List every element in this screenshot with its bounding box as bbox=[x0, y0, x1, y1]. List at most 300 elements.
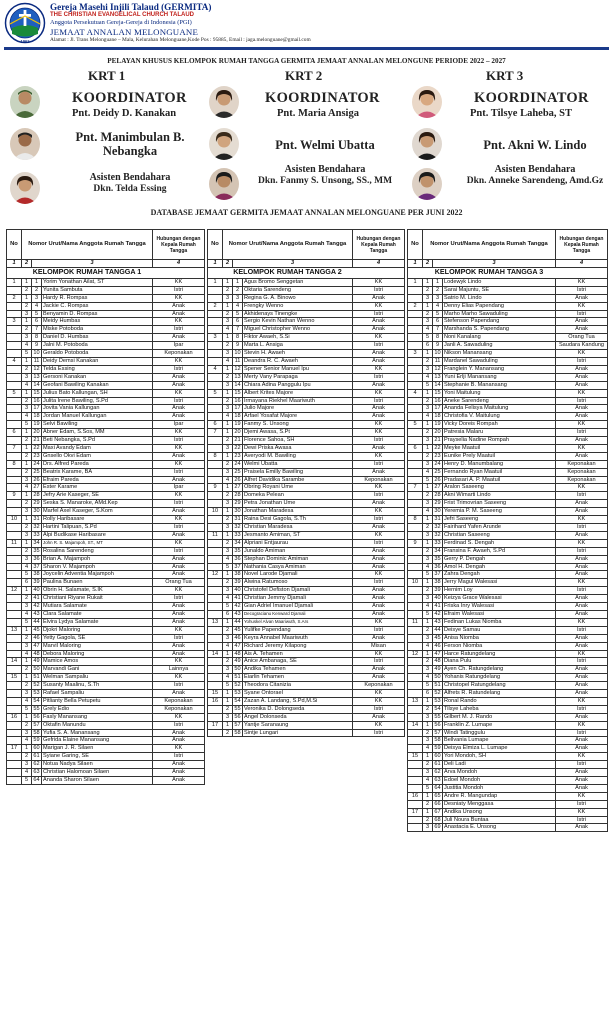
relation: KK bbox=[556, 516, 608, 524]
household-no bbox=[208, 563, 223, 571]
relation: KK bbox=[353, 278, 405, 286]
table-row bbox=[7, 444, 205, 452]
member-no: 52 bbox=[434, 690, 441, 697]
member-order: 1 bbox=[223, 618, 233, 626]
household-no bbox=[208, 342, 223, 350]
member-name: Averyodi M. Bawiling bbox=[243, 452, 353, 460]
relation: Istri bbox=[353, 492, 405, 500]
relation: Anak bbox=[556, 531, 608, 539]
table-row bbox=[408, 389, 608, 397]
member-no: 14 bbox=[434, 381, 441, 388]
member-name: Jalni M. Potoboda bbox=[42, 342, 153, 350]
member-name: Julius Bato Kallungan, SH bbox=[42, 389, 153, 397]
table-row bbox=[7, 642, 205, 650]
member-name: Anastacia E. Unsong bbox=[443, 824, 556, 832]
household-no: 15 bbox=[208, 690, 223, 698]
table-row bbox=[408, 666, 608, 674]
household-no: 17 bbox=[7, 745, 22, 753]
household-no bbox=[7, 563, 22, 571]
relation: Anak bbox=[353, 555, 405, 563]
krt-title: KRT 3 bbox=[486, 68, 524, 83]
member-no: 24 bbox=[33, 460, 40, 467]
table-row bbox=[208, 460, 405, 468]
relation: Ipar bbox=[153, 342, 205, 350]
member-name: Sintje Lungari bbox=[243, 729, 353, 737]
relation: KK bbox=[353, 697, 405, 705]
relation: KK bbox=[556, 721, 608, 729]
household-no bbox=[7, 737, 22, 745]
relation: Anak bbox=[556, 610, 608, 618]
table-row bbox=[7, 278, 205, 286]
member-name: Domeka Pelean bbox=[243, 492, 353, 500]
table-row bbox=[408, 784, 608, 792]
relation: Anak bbox=[556, 318, 608, 326]
person-photo-icon bbox=[10, 172, 40, 204]
member-order: 2 bbox=[423, 816, 433, 824]
member-order: 2 bbox=[423, 547, 433, 555]
relation: Anak bbox=[556, 373, 608, 381]
group-spacer bbox=[7, 267, 22, 278]
household-no bbox=[7, 666, 22, 674]
relation: Anak bbox=[153, 531, 205, 539]
member-no: 15 bbox=[33, 389, 40, 396]
household-no bbox=[408, 587, 423, 595]
member-no: 55 bbox=[234, 705, 241, 712]
table-row bbox=[7, 500, 205, 508]
member-order: 1 bbox=[223, 690, 233, 698]
group-title: KELOMPOK RUMAH TANGGA 1 bbox=[22, 267, 153, 278]
member-order: 5 bbox=[22, 618, 32, 626]
member-order: 3 bbox=[223, 350, 233, 358]
member-no: 32 bbox=[234, 524, 241, 530]
member-name: Ferdinad S. Dengah bbox=[443, 539, 556, 547]
member-order: 1 bbox=[22, 539, 32, 547]
member-order: 2 bbox=[22, 634, 32, 642]
table-row bbox=[208, 373, 405, 381]
member-name: Pitlianty Bella Petupetu bbox=[42, 697, 153, 705]
member-order: 1 bbox=[423, 808, 433, 816]
household-no bbox=[408, 610, 423, 618]
member-no: 16 bbox=[33, 397, 40, 404]
member-no: 7 bbox=[233, 326, 243, 334]
relation: Anak bbox=[556, 405, 608, 413]
relation: KK bbox=[153, 539, 205, 547]
member-no: 39 bbox=[234, 579, 241, 586]
relation: Anak bbox=[153, 508, 205, 516]
household-no: 13 bbox=[408, 697, 423, 705]
koordinator-label: KOORDINATOR bbox=[474, 90, 589, 106]
member-order: 4 bbox=[423, 603, 433, 611]
member-name: Nikson Manansang bbox=[443, 350, 556, 358]
member-name: Djemi Awasa, S.Pt bbox=[243, 429, 353, 437]
member-order: 4 bbox=[223, 642, 233, 650]
member-name: Christofia V. Maitulung bbox=[443, 413, 556, 421]
household-no bbox=[408, 634, 423, 642]
table-row bbox=[7, 769, 205, 777]
member-order: 1 bbox=[22, 516, 32, 524]
member-order: 1 bbox=[22, 318, 32, 326]
member-order: 2 bbox=[223, 658, 233, 666]
household-no bbox=[7, 286, 22, 294]
relation: Anak bbox=[153, 310, 205, 318]
relation: Anak bbox=[153, 302, 205, 310]
member-order: 5 bbox=[223, 603, 233, 611]
member-no: 5 bbox=[233, 310, 243, 318]
household-no bbox=[208, 666, 223, 674]
relation: Istri bbox=[153, 326, 205, 334]
table-row bbox=[408, 690, 608, 698]
member-no: 58 bbox=[434, 737, 441, 744]
member-name: Stephan Dominic Amiman bbox=[243, 555, 353, 563]
member-no: 6 bbox=[433, 318, 443, 326]
krt-table-3 bbox=[407, 229, 608, 832]
member-order: 1 bbox=[22, 626, 32, 634]
member-name: Andika Tehamen bbox=[243, 666, 353, 674]
relation: KK bbox=[353, 571, 405, 579]
member-name: Regina G. A. Binowo bbox=[243, 294, 353, 302]
member-no: 47 bbox=[33, 642, 40, 649]
household-no bbox=[7, 508, 22, 516]
member-order: 2 bbox=[223, 310, 233, 318]
relation: KK bbox=[153, 492, 205, 500]
table-row bbox=[408, 397, 608, 405]
table-row bbox=[208, 452, 405, 460]
column-number: 3 bbox=[233, 260, 353, 268]
member-order: 4 bbox=[423, 508, 433, 516]
household-no bbox=[7, 690, 22, 698]
table-row bbox=[408, 800, 608, 808]
member-order: 4 bbox=[22, 563, 32, 571]
relation: Anak bbox=[556, 642, 608, 650]
household-no bbox=[408, 476, 423, 484]
person-photo-icon bbox=[10, 128, 40, 160]
member-order: 4 bbox=[22, 769, 32, 777]
table-row bbox=[7, 508, 205, 516]
member-name: Dewi Priska Awasa bbox=[243, 444, 353, 452]
relation: Anak bbox=[353, 357, 405, 365]
member-name: Clara Salamate bbox=[42, 610, 153, 618]
member-name: Benyamin D. Rompas bbox=[42, 310, 153, 318]
member-name: Fedinan Lukas Niomba bbox=[443, 618, 556, 626]
member-order: 2 bbox=[22, 468, 32, 476]
member-name: Yori Mondoh, SH bbox=[443, 753, 556, 761]
asisten-label: Asisten Bendahara bbox=[494, 164, 576, 175]
table-row bbox=[408, 452, 608, 460]
member-order: 2 bbox=[22, 452, 32, 460]
member-no: 46 bbox=[33, 634, 40, 641]
table-row bbox=[408, 808, 608, 816]
relation: KK bbox=[153, 674, 205, 682]
household-no bbox=[408, 674, 423, 682]
member-no: 56 bbox=[33, 713, 40, 720]
member-order: 1 bbox=[423, 444, 433, 452]
member-no: 32 bbox=[33, 524, 40, 530]
table-row bbox=[408, 381, 608, 389]
member-no: 42 bbox=[33, 603, 40, 610]
relation: Istri bbox=[153, 437, 205, 445]
member-no: 28 bbox=[434, 492, 441, 499]
household-no: 8 bbox=[408, 516, 423, 524]
household-no: 3 bbox=[408, 350, 423, 358]
household-no bbox=[208, 516, 223, 524]
table-row bbox=[208, 381, 405, 389]
member-no: 22 bbox=[434, 444, 441, 451]
table-row bbox=[208, 713, 405, 721]
member-order: 3 bbox=[423, 437, 433, 445]
member-no: 46 bbox=[434, 642, 441, 649]
member-no: 64 bbox=[434, 784, 441, 791]
member-no: 5 bbox=[433, 310, 443, 318]
table-row bbox=[408, 769, 608, 777]
household-no bbox=[208, 674, 223, 682]
member-order: 3 bbox=[423, 294, 433, 302]
relation: Anak bbox=[556, 769, 608, 777]
member-no: 26 bbox=[434, 476, 441, 483]
member-order: 2 bbox=[423, 729, 433, 737]
household-no bbox=[7, 777, 22, 785]
member-no: 34 bbox=[33, 539, 40, 546]
member-name: Jordan Manuel Kallungan bbox=[42, 413, 153, 421]
relation: KK bbox=[153, 626, 205, 634]
table-row bbox=[7, 761, 205, 769]
relation: Anak bbox=[153, 618, 205, 626]
household-no bbox=[7, 452, 22, 460]
member-no: 21 bbox=[234, 437, 241, 444]
relation: KK bbox=[353, 721, 405, 729]
member-name: Merty Vany Parapaga bbox=[243, 373, 353, 381]
relation: Istri bbox=[556, 587, 608, 595]
table-row bbox=[208, 555, 405, 563]
member-order: 1 bbox=[423, 350, 433, 358]
member-no: 50 bbox=[33, 666, 40, 673]
member-no: 44 bbox=[33, 618, 40, 625]
table-row bbox=[408, 524, 608, 532]
household-no bbox=[208, 713, 223, 721]
relation: Anak bbox=[153, 690, 205, 698]
table-row bbox=[7, 777, 205, 785]
header-relation: Hubungan dengan Kepala Rumah Tangga bbox=[353, 230, 405, 260]
member-order: 3 bbox=[22, 476, 32, 484]
member-no: 5 bbox=[32, 310, 42, 318]
table-row bbox=[408, 713, 608, 721]
member-name: Brian A. Majampoh bbox=[42, 555, 153, 563]
household-no bbox=[408, 563, 423, 571]
household-no bbox=[408, 413, 423, 421]
member-no: 34 bbox=[234, 539, 241, 546]
member-name: Yorim Yonathan Ailat, ST bbox=[42, 278, 153, 286]
member-order: 5 bbox=[423, 682, 433, 690]
household-no: 6 bbox=[408, 444, 423, 452]
relation: Istri bbox=[153, 682, 205, 690]
relation: Anak bbox=[153, 777, 205, 785]
member-name: Albert Krites Majore bbox=[243, 389, 353, 397]
relation: Anak bbox=[153, 563, 205, 571]
table-row bbox=[408, 460, 608, 468]
member-name: Jesmanto Amiman, ST bbox=[243, 531, 353, 539]
relation: Istri bbox=[353, 397, 405, 405]
member-order: 2 bbox=[22, 286, 32, 294]
member-order: 1 bbox=[423, 721, 433, 729]
member-order: 2 bbox=[423, 761, 433, 769]
member-name: Akhidenays Tinengke bbox=[243, 310, 353, 318]
krt-table-2 bbox=[207, 229, 405, 737]
member-order: 4 bbox=[22, 610, 32, 618]
member-order: 4 bbox=[423, 642, 433, 650]
member-name: Amol H. Dengah bbox=[443, 563, 556, 571]
member-no: 23 bbox=[234, 452, 241, 459]
krt-title: KRT 2 bbox=[285, 68, 323, 83]
member-no: 49 bbox=[33, 658, 40, 665]
household-no: 11 bbox=[408, 618, 423, 626]
relation: Istri bbox=[556, 816, 608, 824]
member-order: 2 bbox=[223, 460, 233, 468]
member-order: 1 bbox=[22, 460, 32, 468]
relation: Anak bbox=[153, 761, 205, 769]
member-name: Yohanis Ratungdelang bbox=[443, 674, 556, 682]
household-no bbox=[408, 729, 423, 737]
member-no: 37 bbox=[234, 563, 241, 570]
member-order: 5 bbox=[423, 334, 433, 342]
member-name: Deisya Elmiza L. Lumape bbox=[443, 745, 556, 753]
household-no: 9 bbox=[7, 492, 22, 500]
table-row bbox=[7, 413, 205, 421]
household-no bbox=[7, 524, 22, 532]
member-name: Yulifke Papendang bbox=[243, 626, 353, 634]
household-no: 4 bbox=[208, 365, 223, 373]
header-relation: Hubungan dengan Kepala Rumah Tangga bbox=[556, 230, 608, 260]
column-number: 1 bbox=[208, 260, 223, 268]
member-name: Jackie C. Rompas bbox=[42, 302, 153, 310]
household-no bbox=[408, 437, 423, 445]
member-no: 44 bbox=[434, 626, 441, 633]
relation: Keponakan bbox=[556, 476, 608, 484]
member-name: Obrin H. Salamate, S.IK bbox=[42, 587, 153, 595]
relation: KK bbox=[153, 294, 205, 302]
table-row bbox=[7, 690, 205, 698]
member-name: Nathania Casya Amiman bbox=[243, 563, 353, 571]
household-no bbox=[7, 476, 22, 484]
relation: KK bbox=[353, 484, 405, 492]
table-row bbox=[208, 721, 405, 729]
member-name: Abner Edam, S.Sos, MM bbox=[42, 429, 153, 437]
household-no: 10 bbox=[7, 516, 22, 524]
member-order: 2 bbox=[423, 705, 433, 713]
group-title: KELOMPOK RUMAH TANGGA 2 bbox=[223, 267, 353, 278]
middle-officer-name: Pnt. Manimbulan B. Nebangka bbox=[75, 130, 185, 158]
table-row bbox=[408, 555, 608, 563]
member-name: Agus Bromo Senggetan bbox=[243, 278, 353, 286]
member-order: 5 bbox=[22, 777, 32, 785]
group-spacer bbox=[408, 267, 423, 278]
table-row bbox=[7, 682, 205, 690]
household-no bbox=[208, 460, 223, 468]
member-name: Rafael Sampaliu bbox=[42, 690, 153, 698]
member-no: 18 bbox=[33, 413, 40, 420]
member-no: 27 bbox=[434, 484, 441, 491]
table-row bbox=[7, 610, 205, 618]
household-no: 7 bbox=[408, 484, 423, 492]
member-no: 9 bbox=[433, 342, 443, 350]
table-row bbox=[208, 579, 405, 587]
column-number: 2 bbox=[22, 260, 32, 268]
member-no: 15 bbox=[434, 389, 441, 396]
household-no: 16 bbox=[408, 792, 423, 800]
member-no: 46 bbox=[234, 634, 241, 641]
table-row bbox=[208, 690, 405, 698]
relation: Ipar bbox=[153, 484, 205, 492]
member-no: 58 bbox=[234, 729, 241, 736]
member-no: 36 bbox=[434, 563, 441, 570]
table-row bbox=[7, 531, 205, 539]
member-name: Meidy Humbas bbox=[42, 318, 153, 326]
member-order: 5 bbox=[423, 571, 433, 579]
relation: KK bbox=[556, 302, 608, 310]
table-row bbox=[208, 278, 405, 286]
table-row bbox=[408, 618, 608, 626]
relation: KK bbox=[153, 444, 205, 452]
member-order: 3 bbox=[223, 634, 233, 642]
table-row bbox=[208, 524, 405, 532]
member-no: 35 bbox=[33, 547, 40, 554]
household-no bbox=[208, 357, 223, 365]
member-order: 1 bbox=[223, 429, 233, 437]
table-row bbox=[408, 761, 608, 769]
member-order: 1 bbox=[223, 721, 233, 729]
member-name: Notua Nadya Silaen bbox=[42, 761, 153, 769]
relation: Anak bbox=[153, 737, 205, 745]
relation: Istri bbox=[556, 429, 608, 437]
household-no: 1 bbox=[208, 278, 223, 286]
member-name: Fasly Manansang bbox=[42, 713, 153, 721]
household-no bbox=[208, 634, 223, 642]
table-row bbox=[7, 729, 205, 737]
relation: Istri bbox=[353, 705, 405, 713]
member-no: 45 bbox=[33, 626, 40, 633]
household-no bbox=[208, 500, 223, 508]
relation: Misan bbox=[353, 642, 405, 650]
member-name: Windi Tatinggulu bbox=[443, 729, 556, 737]
member-name: Marvandi Gani bbox=[42, 666, 153, 674]
relation: Keponakan bbox=[556, 460, 608, 468]
table-row bbox=[408, 350, 608, 358]
table-row bbox=[208, 666, 405, 674]
member-order: 4 bbox=[423, 413, 433, 421]
member-no: 62 bbox=[434, 769, 441, 776]
household-no bbox=[408, 452, 423, 460]
table-row bbox=[7, 721, 205, 729]
member-no: 8 bbox=[233, 334, 243, 342]
household-no bbox=[7, 769, 22, 777]
relation: Anak bbox=[353, 666, 405, 674]
relation: Anak bbox=[556, 563, 608, 571]
household-no bbox=[208, 729, 223, 737]
relation: Istri bbox=[153, 634, 205, 642]
member-name: Keizya Grace Walesasi bbox=[443, 595, 556, 603]
member-name: Fanmy S. Unsong bbox=[243, 421, 353, 429]
member-no: 11 bbox=[233, 357, 243, 365]
table-row bbox=[7, 342, 205, 350]
member-order: 2 bbox=[223, 705, 233, 713]
member-no: 64 bbox=[33, 777, 40, 783]
member-no: 55 bbox=[33, 705, 40, 712]
household-no bbox=[408, 824, 423, 832]
member-order: 1 bbox=[423, 792, 433, 800]
household-no bbox=[408, 555, 423, 563]
letterhead bbox=[0, 0, 613, 50]
member-no: 36 bbox=[33, 555, 40, 562]
relation: Anak bbox=[153, 603, 205, 611]
member-name: Junaldo Amiman bbox=[243, 547, 353, 555]
